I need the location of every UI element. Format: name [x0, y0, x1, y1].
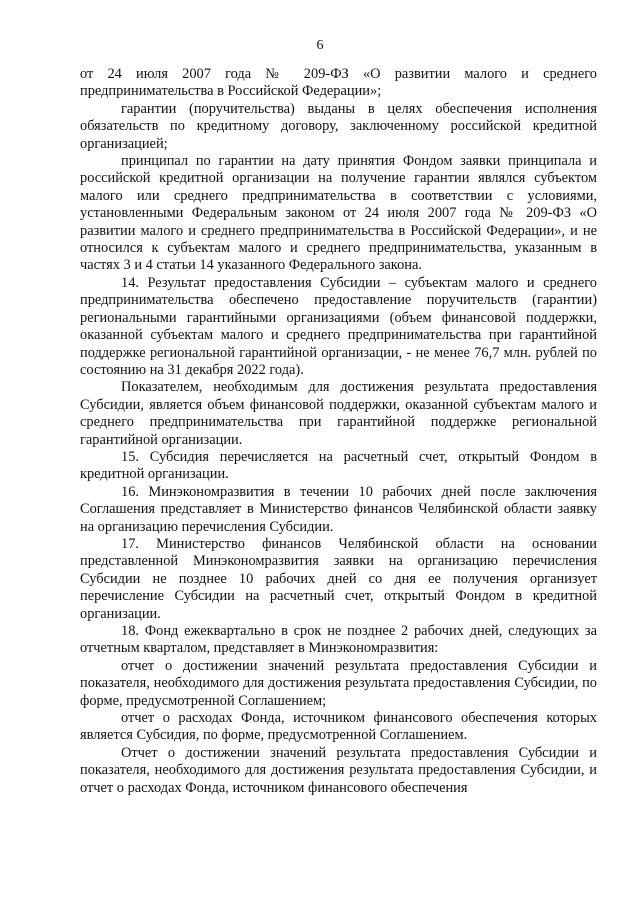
paragraph: Отчет о достижении значений результата предоставления Субсидии и показателя, необходимого для достижения результата предоставления Субсидии, и отчет о расходах Фонда, источником финансового обеспечения: [80, 744, 597, 796]
paragraph: принципал по гарантии на дату принятия Фондом заявки принципала и российской кредитной организации на получение гарантии являлся субъектом малого или среднего предпринимательства в соответствии с условиями, установленными Федеральным законом от 24 июля 2007 года № 209-ФЗ «О развитии малого и среднего предпринимательства в Российской Федерации», и не относился к субъектам малого и среднего предпринимательства, указанным в частях 3 и 4 статьи 14 указанного Федерального закона.: [80, 153, 597, 274]
paragraph: Показателем, необходимым для достижения результата предоставления Субсидии, является объем финансовой поддержки, оказанной субъектам малого и среднего предпринимательства при гарантийной поддержке региональной гарантийной организации.: [80, 379, 597, 448]
paragraph: гарантии (поручительства) выданы в целях обеспечения исполнения обязательств по кредитному договору, заключенному российской кредитной организацией;: [80, 100, 597, 152]
paragraph: 18. Фонд ежеквартально в срок не позднее 2 рабочих дней, следующих за отчетным кварталом, представляет в Минэкономразвития:: [80, 623, 597, 657]
paragraph: отчет о достижении значений результата предоставления Субсидии и показателя, необходимого для достижения результата предоставления Субсидии, по форме, предусмотренной Соглашением;: [80, 657, 597, 709]
paragraph: от 24 июля 2007 года № 209-ФЗ «О развитии малого и среднего предпринимательства в Российской Федерации»;: [80, 66, 597, 100]
paragraph: 17. Министерство финансов Челябинской области на основании представленной Минэкономразвития заявки на организацию перечисления Субсидии не позднее 10 рабочих дней со дня ее получения организует перечисление Субсидии на расчетный счет, открытый Фондом в кредитной организации.: [80, 535, 597, 622]
page-number: 6: [316, 38, 324, 53]
paragraph: 16. Минэкономразвития в течении 10 рабочих дней после заключения Соглашения представляет в Министерство финансов Челябинской области заявку на организацию перечисления Субсидии.: [80, 483, 597, 535]
paragraph: отчет о расходах Фонда, источником финансового обеспечения которых является Субсидия, по форме, предусмотренной Соглашением.: [80, 710, 597, 744]
paragraph: 14. Результат предоставления Субсидии – субъектам малого и среднего предпринимательства обеспечено предоставление поручительств (гарантии) региональными гарантийными организациями (объем финансовой поддержки, оказанной субъектам малого и среднего предпринимательства при гарантийной поддержке региональной гарантийной организации, - не менее 76,7 млн. рублей по состоянию на 31 декабря 2022 года).: [80, 274, 597, 378]
paragraph: 15. Субсидия перечисляется на расчетный счет, открытый Фондом в кредитной организации.: [80, 448, 597, 483]
body-text: [80, 66, 597, 797]
